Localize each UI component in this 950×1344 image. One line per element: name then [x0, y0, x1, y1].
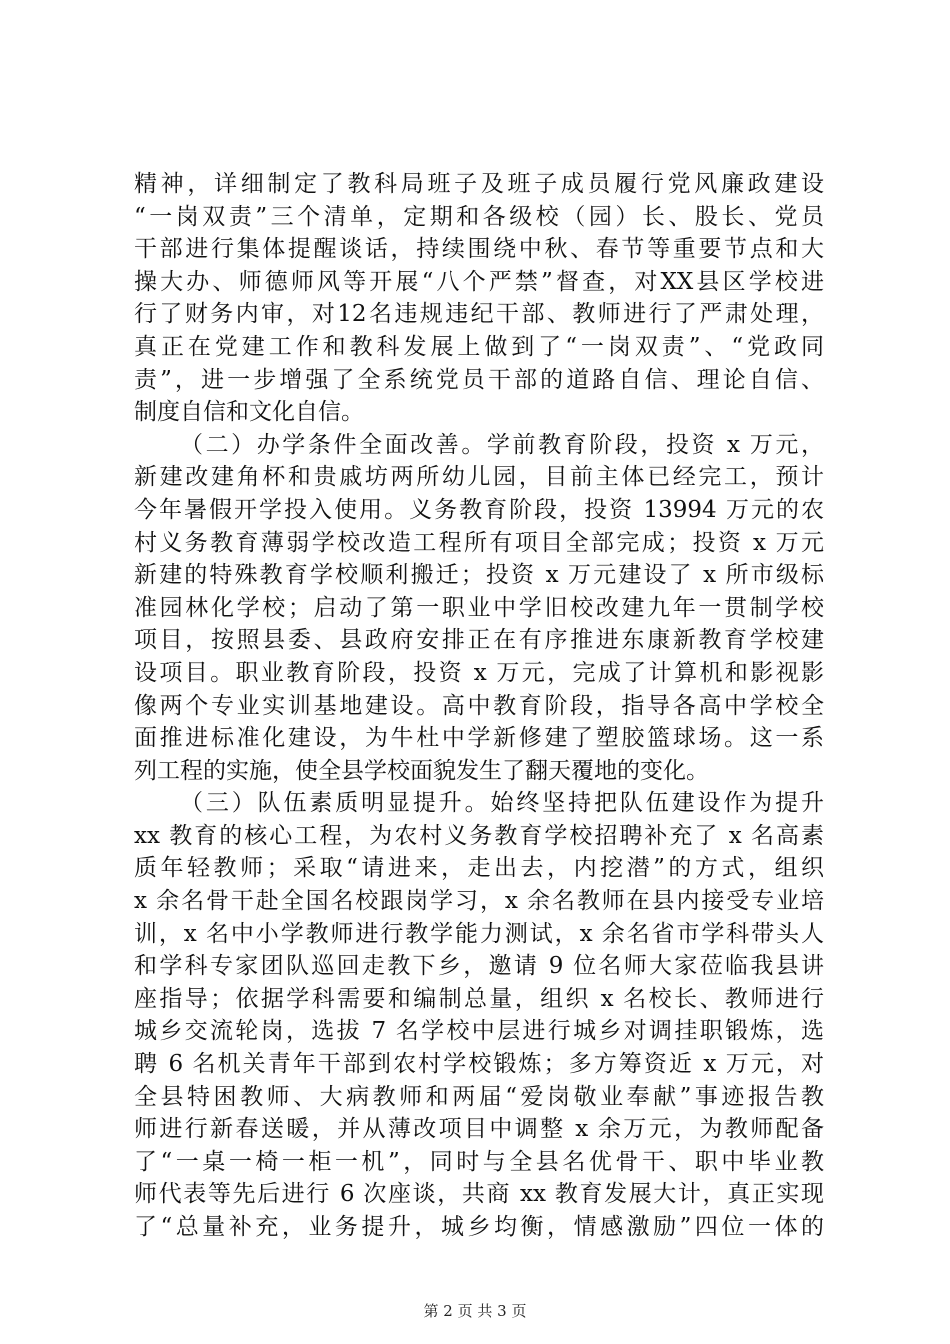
text-line: 行了财务内审，对12名违规违纪干部、教师进行了严肃处理，	[134, 301, 824, 328]
text-line: 全县特困教师、大病教师和两届“爱岗敬业奉献”事迹报告教	[134, 1083, 824, 1110]
text-line: 干部进行集体提醒谈话，持续围绕中秋、春节等重要节点和大	[134, 236, 824, 263]
text-line: 质年轻教师；采取“请进来，走出去，内挖潜”的方式，组织	[134, 855, 824, 882]
text-line: 像两个专业实训基地建设。高中教育阶段，指导各高中学校全	[134, 692, 824, 719]
text-line: （二）办学条件全面改善。学前教育阶段，投资 x 万元，	[180, 431, 824, 458]
text-line: 城乡交流轮岗，选拔 7 名学校中层进行城乡对调挂职锻炼，选	[134, 1018, 824, 1045]
text-line: 列工程的实施，使全县学校面貌发生了翻天覆地的变化。	[134, 757, 709, 784]
text-line: 真正在党建工作和教科发展上做到了“一岗双责”、“党政同	[134, 333, 824, 360]
text-line: 聘 6 名机关青年干部到农村学校锻炼；多方筹资近 x 万元，对	[134, 1051, 824, 1078]
text-line: 设项目。职业教育阶段，投资 x 万元，完成了计算机和影视影	[134, 659, 824, 686]
text-line: 座指导；依据学科需要和编制总量，组织 x 名校长、教师进行	[134, 985, 824, 1012]
text-line: 操大办、师德师风等开展“八个严禁”督查，对XX县区学校进	[134, 268, 824, 295]
text-line: x 余名骨干赴全国名校跟岗学习，x 余名教师在县内接受专业培	[134, 888, 824, 915]
text-line: 制度自信和文化自信。	[134, 399, 364, 426]
text-line: 了“总量补充，业务提升，城乡均衡，情感激励”四位一体的	[134, 1214, 824, 1240]
body-text	[134, 168, 824, 1244]
text-line: 新建的特殊教育学校顺利搬迁；投资 x 万元建设了 x 所市级标	[134, 562, 824, 589]
text-line: 今年暑假开学投入使用。义务教育阶段，投资 13994 万元的农	[134, 496, 824, 523]
text-line: （三）队伍素质明显提升。始终坚持把队伍建设作为提升	[180, 790, 824, 817]
text-line: 项目，按照县委、县政府安排正在有序推进东康新教育学校建	[134, 627, 824, 654]
text-line: 师进行新春送暖，并从薄改项目中调整 x 余万元，为教师配备	[134, 1116, 824, 1143]
page-footer: 第 2 页 共 3 页	[423, 1302, 527, 1320]
text-line: 精神，详细制定了教科局班子及班子成员履行党风廉政建设	[134, 171, 824, 197]
text-line: xx 教育的核心工程，为农村义务教育学校招聘补充了 x 名高素	[134, 822, 824, 849]
text-line: 面推进标准化建设，为牛杜中学新修建了塑胶篮球场。这一系	[134, 725, 824, 752]
text-line: 准园林化学校；启动了第一职业中学旧校改建九年一贯制学校	[134, 594, 824, 621]
text-line: 师代表等先后进行 6 次座谈，共商 xx 教育发展大计，真正实现	[134, 1181, 824, 1208]
text-line: 训，x 名中小学教师进行教学能力测试，x 余名省市学科带头人	[134, 920, 824, 947]
text-line: 责”，进一步增强了全系统党员干部的道路自信、理论自信、	[134, 366, 824, 393]
text-line: 了“一桌一椅一柜一机”，同时与全县名优骨干、职中毕业教	[134, 1148, 824, 1175]
text-line: 村义务教育薄弱学校改造工程所有项目全部完成；投资 x 万元	[134, 529, 824, 556]
text-line: 新建改建角杯和贵戚坊两所幼儿园，目前主体已经完工，预计	[134, 464, 824, 491]
text-line: “一岗双责”三个清单，定期和各级校（园）长、股长、党员	[134, 203, 824, 230]
text-line: 和学科专家团队巡回走教下乡，邀请 9 位名师大家莅临我县讲	[134, 953, 824, 980]
